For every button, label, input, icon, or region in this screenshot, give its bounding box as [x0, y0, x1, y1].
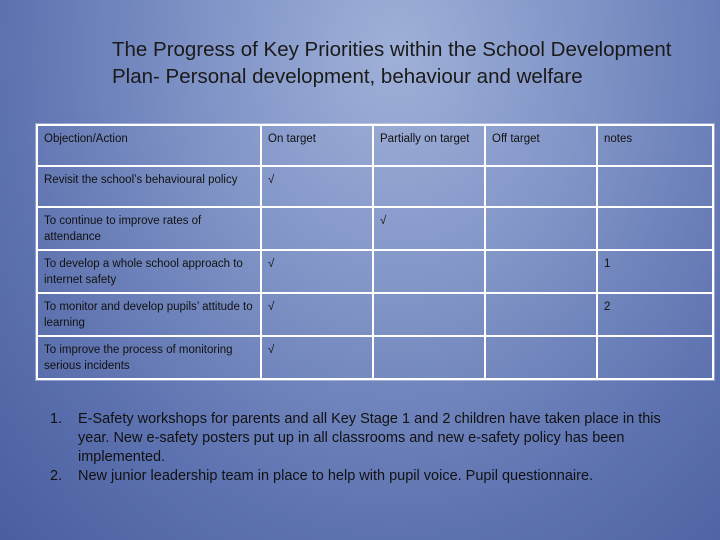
cell-action: To monitor and develop pupils’ attitude to learning	[37, 293, 261, 336]
notes-list	[50, 410, 690, 486]
cell-partially	[373, 336, 485, 379]
cell-notes	[597, 207, 713, 250]
cell-partially: √	[373, 207, 485, 250]
cell-notes: 1	[597, 250, 713, 293]
cell-action: To improve the process of monitoring serious incidents	[37, 336, 261, 379]
table-row	[37, 207, 713, 250]
note-number: 1.	[50, 411, 63, 427]
cell-partially	[373, 166, 485, 207]
cell-off-target	[485, 336, 597, 379]
header-on-target: On target	[261, 125, 373, 166]
cell-off-target	[485, 166, 597, 207]
cell-partially	[373, 250, 485, 293]
cell-off-target	[485, 293, 597, 336]
note-number: 2.	[50, 468, 63, 484]
note-text: E-Safety workshops for parents and all Key Stage 1 and 2 children have taken place in this year. New e-safety posters put up in all classrooms and new e-safety policy has been implemented.	[78, 411, 661, 465]
list-item	[50, 467, 690, 486]
cell-notes: 2	[597, 293, 713, 336]
cell-notes	[597, 166, 713, 207]
header-partially-on-target: Partially on target	[373, 125, 485, 166]
cell-off-target	[485, 207, 597, 250]
header-objection-action: Objection/Action	[37, 125, 261, 166]
cell-on-target	[261, 207, 373, 250]
cell-on-target: √	[261, 250, 373, 293]
note-text: New junior leadership team in place to help with pupil voice. Pupil questionnaire.	[78, 468, 594, 484]
cell-action: To develop a whole school approach to internet safety	[37, 250, 261, 293]
page-title: The Progress of Key Priorities within the School Development Plan- Personal development, behaviour and welfare	[112, 38, 672, 88]
table-row	[37, 166, 713, 207]
priorities-table	[36, 124, 714, 380]
cell-off-target	[485, 250, 597, 293]
header-notes: notes	[597, 125, 713, 166]
cell-notes	[597, 336, 713, 379]
list-item	[50, 410, 690, 467]
cell-on-target: √	[261, 336, 373, 379]
header-off-target: Off target	[485, 125, 597, 166]
cell-on-target: √	[261, 293, 373, 336]
table-row	[37, 250, 713, 293]
cell-action: Revisit the school’s behavioural policy	[37, 166, 261, 207]
cell-action: To continue to improve rates of attendance	[37, 207, 261, 250]
table-row	[37, 293, 713, 336]
table-header-row	[37, 125, 713, 166]
table-row	[37, 336, 713, 379]
cell-partially	[373, 293, 485, 336]
cell-on-target: √	[261, 166, 373, 207]
